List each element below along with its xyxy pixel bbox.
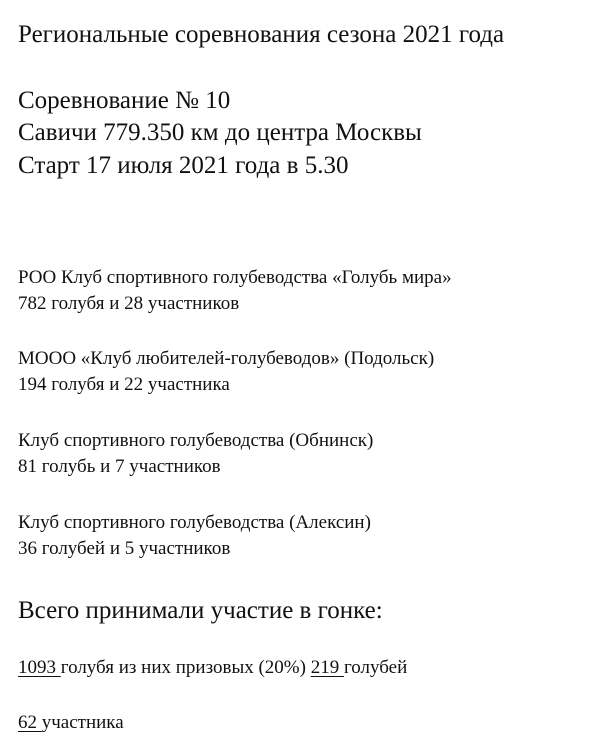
total-participants-text: участника — [41, 712, 124, 733]
competition-start: Старт 17 июля 2021 года в 5.30 — [18, 152, 349, 179]
season-title: Региональные соревнования сезона 2021 года — [18, 21, 505, 48]
competition-location: Савичи 779.350 км до центра Москвы — [18, 119, 422, 146]
club-name: МООО «Клуб любителей-голубеводов» (Подольск) — [18, 348, 435, 369]
competition-number: Соревнование № 10 — [18, 87, 231, 114]
club-stats: 194 голубя и 22 участника — [18, 374, 230, 395]
club-name: РОО Клуб спортивного голубеводства «Голубь мира» — [18, 267, 452, 288]
total-pigeons-text: голубя из них призовых (20%) — [60, 657, 311, 678]
club-name: Клуб спортивного голубеводства (Алексин) — [18, 512, 371, 533]
club-name: Клуб спортивного голубеводства (Обнинск) — [18, 430, 374, 451]
club-stats: 81 голубь и 7 участников — [18, 456, 221, 477]
total-pigeons-count: 1093 — [18, 657, 61, 678]
club-entry — [18, 510, 371, 562]
club-entry — [18, 346, 434, 398]
club-entry — [18, 428, 373, 480]
totals-pigeons-line — [18, 655, 407, 681]
total-participants-count: 62 — [18, 712, 42, 733]
club-stats: 36 голубей и 5 участников — [18, 538, 231, 559]
club-entry — [18, 265, 452, 317]
totals-heading: Всего принимали участие в гонке: — [18, 597, 383, 624]
totals-participants-line — [18, 710, 124, 736]
club-stats: 782 голубя и 28 участников — [18, 293, 240, 314]
prize-pigeons-count: 219 — [310, 657, 344, 678]
prize-pigeons-text: голубей — [343, 657, 408, 678]
